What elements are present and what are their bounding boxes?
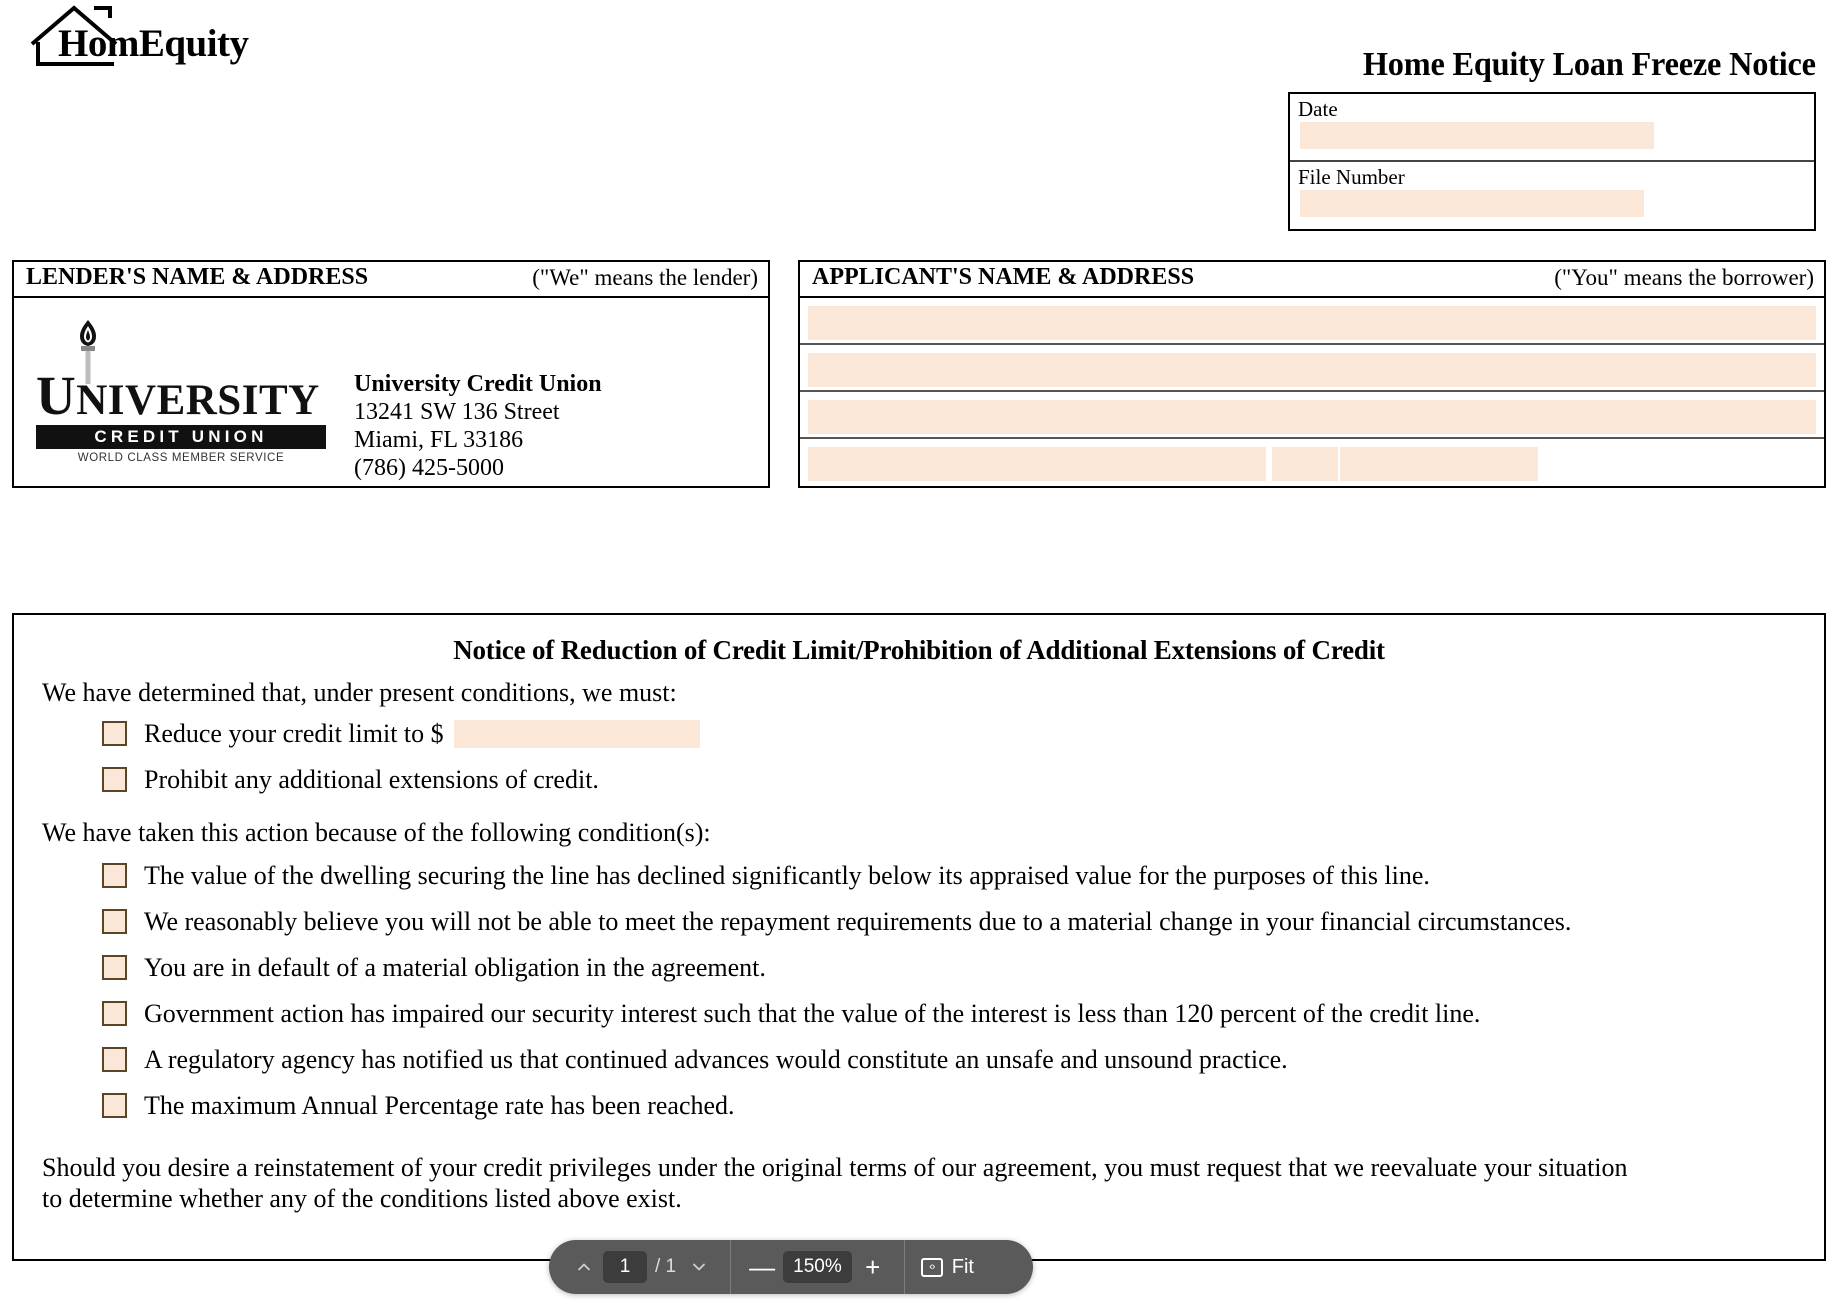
checkbox-condition-2[interactable] (102, 909, 127, 934)
applicant-box (798, 260, 1826, 488)
previous-page-button[interactable] (567, 1250, 601, 1284)
notice-box (12, 613, 1826, 1261)
next-page-button[interactable] (682, 1250, 716, 1284)
checkbox-condition-1[interactable] (102, 863, 127, 888)
page-navigation-group (549, 1240, 730, 1294)
ucu-wordmark (36, 365, 326, 426)
action-text-reduce: Reduce your credit limit to $ (144, 719, 444, 748)
ucu-credit-union-bar: CREDIT UNION (36, 425, 326, 449)
homequity-wordmark: HomEquity (58, 22, 249, 65)
closing-line-1: Should you desire a reinstatement of your credit privileges under the original terms of our agreement, you must request that we reevaluate your situation (42, 1153, 1628, 1182)
fit-button[interactable] (921, 1256, 974, 1279)
applicant-address-input-2[interactable] (808, 400, 1816, 434)
closing-line-2: to determine whether any of the conditions listed above exist. (42, 1184, 682, 1213)
date-label: Date (1298, 97, 1338, 121)
notice-lead-1: We have determined that, under present conditions, we must: (42, 678, 677, 707)
checkbox-condition-5[interactable] (102, 1047, 127, 1072)
applicant-city-state-zip-row (800, 439, 1824, 491)
notice-title: Notice of Reduction of Credit Limit/Prohibition of Additional Extensions of Credit (453, 635, 1385, 665)
lender-body (14, 298, 768, 522)
applicant-city-input[interactable] (808, 447, 1266, 481)
checkbox-condition-6[interactable] (102, 1093, 127, 1118)
date-row (1290, 94, 1814, 162)
lender-box (12, 260, 770, 488)
condition-label-6: The maximum Annual Percentage rate has been reached. (144, 1091, 735, 1120)
university-credit-union-logo (36, 320, 326, 464)
zoom-level-value[interactable]: 150% (783, 1251, 852, 1283)
lender-note: ("We" means the lender) (532, 265, 758, 290)
file-number-row (1290, 162, 1814, 230)
applicant-body (800, 298, 1824, 522)
lender-heading: LENDER'S NAME & ADDRESS (26, 264, 369, 290)
action-row-prohibit[interactable] (32, 760, 1806, 800)
chevron-up-icon (576, 1259, 592, 1275)
fit-width-icon: ‹› (921, 1258, 943, 1277)
applicant-address-input[interactable] (808, 353, 1816, 387)
page-title: Home Equity Loan Freeze Notice (1363, 46, 1816, 83)
condition-label-2: We reasonably believe you will not be able to meet the repayment requirements due to a material change in your financial circumstances. (144, 907, 1572, 936)
fit-group (905, 1240, 990, 1294)
checkbox-prohibit-extensions[interactable] (102, 767, 127, 792)
applicant-zip-input[interactable] (1340, 447, 1538, 481)
applicant-header (800, 262, 1824, 298)
file-number-input[interactable] (1300, 190, 1644, 217)
lender-address-block (354, 370, 602, 482)
condition-row-3[interactable] (32, 948, 1806, 988)
action-row-reduce[interactable] (32, 714, 1806, 754)
applicant-heading: APPLICANT'S NAME & ADDRESS (812, 264, 1195, 290)
applicant-state-input[interactable] (1272, 447, 1338, 481)
condition-row-2[interactable] (32, 902, 1806, 942)
applicant-address-row-2 (800, 392, 1824, 439)
checkbox-condition-4[interactable] (102, 1001, 127, 1026)
condition-label-4: Government action has impaired our security interest such that the value of the interest is less than 120 percent of the credit line. (144, 999, 1481, 1028)
condition-label-1: The value of the dwelling securing the line has declined significantly below its appraised value for the purposes of this line. (144, 861, 1430, 890)
homequity-logo (26, 4, 256, 78)
credit-limit-amount-input[interactable] (454, 720, 700, 748)
action-label-reduce (144, 714, 700, 754)
ucu-word-cap: U (36, 365, 77, 426)
page-total-label: / 1 (655, 1256, 677, 1277)
zoom-in-button[interactable]: + (865, 1252, 881, 1282)
lender-phone: (786) 425-5000 (354, 455, 504, 481)
checkbox-condition-3[interactable] (102, 955, 127, 980)
lender-header (14, 262, 768, 298)
closing-paragraph (32, 1152, 1806, 1214)
condition-row-6[interactable] (32, 1086, 1806, 1126)
lender-address-line-1: 13241 SW 136 Street (354, 399, 560, 425)
applicant-name-row (800, 298, 1824, 345)
condition-row-4[interactable] (32, 994, 1806, 1034)
notice-lead-2: We have taken this action because of the following condition(s): (42, 818, 711, 847)
ucu-word-rest: NIVERSITY (76, 377, 320, 424)
condition-label-5: A regulatory agency has notified us that continued advances would constitute an unsafe and unsound practice. (144, 1045, 1288, 1074)
lender-address-line-2: Miami, FL 33186 (354, 427, 524, 453)
date-input[interactable] (1300, 122, 1654, 149)
applicant-note: ("You" means the borrower) (1554, 265, 1814, 290)
zoom-group (731, 1240, 904, 1294)
condition-label-3: You are in default of a material obligation in the agreement. (144, 953, 766, 982)
chevron-down-icon (691, 1259, 707, 1275)
file-number-label: File Number (1298, 164, 1405, 189)
page-number-input[interactable]: 1 (603, 1251, 647, 1283)
applicant-address-row (800, 345, 1824, 392)
fit-label: Fit (951, 1255, 974, 1278)
lender-name: University Credit Union (354, 371, 602, 397)
ucu-tagline: WORLD CLASS MEMBER SERVICE (77, 452, 285, 464)
condition-row-1[interactable] (32, 856, 1806, 896)
pdf-viewer-toolbar (549, 1240, 1033, 1294)
zoom-out-button[interactable]: — (749, 1252, 776, 1282)
action-label-prohibit: Prohibit any additional extensions of credit. (144, 765, 599, 794)
applicant-name-input[interactable] (808, 306, 1816, 340)
checkbox-reduce-credit-limit[interactable] (102, 721, 127, 746)
date-file-box (1288, 92, 1816, 231)
condition-row-5[interactable] (32, 1040, 1806, 1080)
